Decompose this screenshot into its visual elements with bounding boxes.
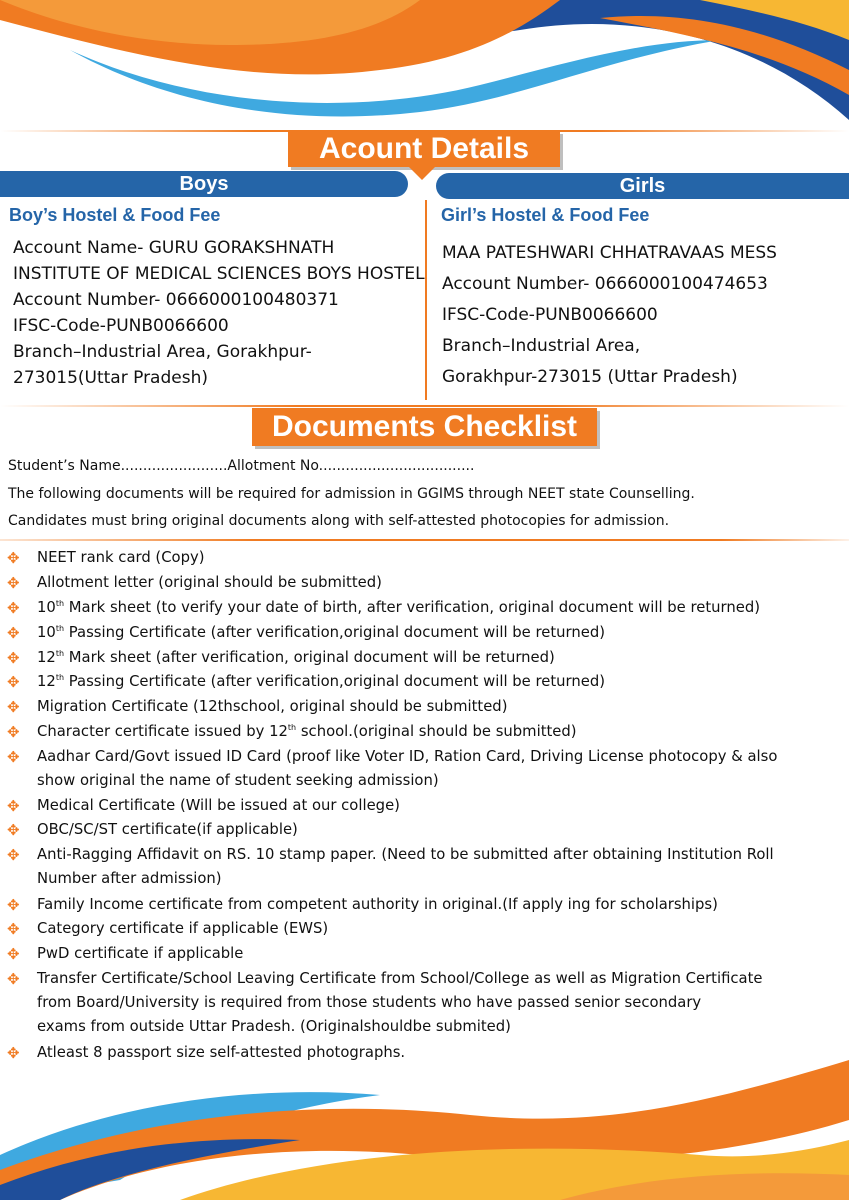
bottom-wave-decoration xyxy=(0,1060,849,1200)
boys-account-name-cont: INSTITUTE OF MEDICAL SCIENCES BOYS HOSTEL xyxy=(13,264,425,284)
checklist-item-line xyxy=(37,794,837,818)
checklist-item-line: exams from outside Uttar Pradesh. (Originalshouldbe submited) xyxy=(37,1018,511,1035)
checklist-item-line xyxy=(37,695,837,719)
checklist-item-text xyxy=(37,893,837,917)
bullet-icon: ✥ xyxy=(7,723,20,741)
item-text-main: Character certificate issued by 12 xyxy=(37,723,288,740)
checklist-item-line: Number after admission) xyxy=(37,870,222,887)
documents-checklist-title: Documents Checklist xyxy=(252,408,597,446)
student-name-line: Student’s Name........................Allotment No................................... xyxy=(8,458,475,474)
checklist-item-line xyxy=(37,546,837,570)
checklist-item-line xyxy=(37,745,837,769)
checklist-item-line xyxy=(37,571,837,595)
girls-account-number: Account Number- 0666000100474653 xyxy=(442,274,768,294)
girls-branch-cont: Gorakhpur-273015 (Uttar Pradesh) xyxy=(442,367,738,387)
bullet-icon: ✥ xyxy=(7,574,20,592)
item-text-main: Family Income certificate from competent authority in original.(If apply ing for scholarships) xyxy=(37,896,718,913)
item-text-rest: Mark sheet (after verification, original document will be returned) xyxy=(64,649,555,666)
bullet-icon: ✥ xyxy=(7,970,20,988)
checklist-item-text xyxy=(37,967,837,1039)
girls-heading: Girl’s Hostel & Food Fee xyxy=(441,205,650,225)
boys-account-number: Account Number- 0666000100480371 xyxy=(13,290,339,310)
account-banner-pointer xyxy=(408,166,436,180)
item-text-main: 10 xyxy=(37,624,56,641)
boys-ifsc: IFSC-Code-PUNB0066600 xyxy=(13,316,229,336)
bullet-icon: ✥ xyxy=(7,846,20,864)
checklist-item-line xyxy=(37,942,837,966)
girls-ifsc: IFSC-Code-PUNB0066600 xyxy=(442,305,658,325)
top-wave-decoration xyxy=(0,0,849,140)
checklist-item-text xyxy=(37,546,837,570)
item-text-main: 12 xyxy=(37,649,56,666)
bullet-icon: ✥ xyxy=(7,624,20,642)
bullet-icon: ✥ xyxy=(7,549,20,567)
bullet-icon: ✥ xyxy=(7,896,20,914)
bullet-icon: ✥ xyxy=(7,821,20,839)
checklist-item-text xyxy=(37,596,837,620)
item-text-main: Anti-Ragging Affidavit on RS. 10 stamp paper. (Need to be submitted after obtaining Institution Roll xyxy=(37,846,774,863)
item-text-rest: Passing Certificate (after verification,original document will be returned) xyxy=(64,624,605,641)
documents-rule xyxy=(0,405,849,407)
boys-tab: Boys xyxy=(0,171,408,197)
checklist-item-text xyxy=(37,794,837,818)
bullet-icon: ✥ xyxy=(7,673,20,691)
item-text-main: Allotment letter (original should be submitted) xyxy=(37,574,382,591)
boys-branch-cont: 273015(Uttar Pradesh) xyxy=(13,368,208,388)
bullet-icon: ✥ xyxy=(7,698,20,716)
ordinal-suffix: th xyxy=(287,723,297,733)
boys-branch: Branch–Industrial Area, Gorakhpur- xyxy=(13,342,312,362)
bullet-icon: ✥ xyxy=(7,748,20,766)
item-text-main: PwD certificate if applicable xyxy=(37,945,244,962)
item-text-main: 10 xyxy=(37,599,56,616)
checklist-item-line xyxy=(37,621,837,645)
item-text-main: Migration Certificate (12thschool, original should be submitted) xyxy=(37,698,508,715)
checklist-item-text xyxy=(37,843,837,891)
checklist-item-text xyxy=(37,670,837,694)
boys-heading: Boy’s Hostel & Food Fee xyxy=(9,205,221,225)
checklist-item-line xyxy=(37,670,837,694)
item-text-rest: Mark sheet (to verify your date of birth, after verification, original document will be returned) xyxy=(64,599,760,616)
checklist-item-text xyxy=(37,745,837,793)
bullet-icon: ✥ xyxy=(7,649,20,667)
item-text-main: OBC/SC/ST certificate(if applicable) xyxy=(37,821,298,838)
intro-line-2: Candidates must bring original documents along with self-attested photocopies for admission. xyxy=(8,513,670,529)
bullet-icon: ✥ xyxy=(7,920,20,938)
intro-rule xyxy=(0,539,849,541)
checklist-item-text xyxy=(37,646,837,670)
checklist-item-line xyxy=(37,843,837,867)
item-text-main: Aadhar Card/Govt issued ID Card (proof like Voter ID, Ration Card, Driving License photocopy & also xyxy=(37,748,778,765)
checklist-item-text xyxy=(37,571,837,595)
item-text-rest: school.(original should be submitted) xyxy=(296,723,577,740)
ordinal-suffix: th xyxy=(55,673,65,683)
bullet-icon: ✥ xyxy=(7,797,20,815)
checklist-item-line: show original the name of student seeking admission) xyxy=(37,772,439,789)
checklist-item-text xyxy=(37,695,837,719)
checklist-item-text xyxy=(37,720,837,744)
item-text-main: NEET rank card (Copy) xyxy=(37,549,205,566)
checklist-item-line xyxy=(37,967,837,991)
item-text-main: 12 xyxy=(37,673,56,690)
girls-account-name: MAA PATESHWARI CHHATRAVAAS MESS xyxy=(442,243,777,263)
checklist-item-text xyxy=(37,942,837,966)
checklist-item-line xyxy=(37,818,837,842)
boys-account-name: Account Name- GURU GORAKSHNATH xyxy=(13,238,335,258)
bullet-icon: ✥ xyxy=(7,1044,20,1062)
item-text-main: Atleast 8 passport size self-attested photographs. xyxy=(37,1044,406,1061)
checklist-item-line: from Board/University is required from those students who have passed senior secondary xyxy=(37,994,702,1011)
ordinal-suffix: th xyxy=(55,649,65,659)
item-text-rest: Passing Certificate (after verification,original document will be returned) xyxy=(64,673,605,690)
intro-line-1: The following documents will be required for admission in GGIMS through NEET state Counselling. xyxy=(8,486,695,502)
ordinal-suffix: th xyxy=(55,599,65,609)
checklist-item-line xyxy=(37,646,837,670)
ordinal-suffix: th xyxy=(55,624,65,634)
girls-branch: Branch–Industrial Area, xyxy=(442,336,641,356)
checklist-item-line xyxy=(37,917,837,941)
bullet-icon: ✥ xyxy=(7,599,20,617)
account-details-title: Acount Details xyxy=(288,131,560,167)
checklist-item-line xyxy=(37,720,837,744)
checklist-item-line xyxy=(37,596,837,620)
bullet-icon: ✥ xyxy=(7,945,20,963)
item-text-main: Medical Certificate (Will be issued at our college) xyxy=(37,797,400,814)
item-text-main: Category certificate if applicable (EWS) xyxy=(37,920,329,937)
checklist-item-line xyxy=(37,893,837,917)
checklist-item-text xyxy=(37,917,837,941)
checklist-item-text xyxy=(37,818,837,842)
column-divider xyxy=(425,200,427,400)
item-text-main: Transfer Certificate/School Leaving Certificate from School/College as well as Migration Certificate xyxy=(37,970,763,987)
checklist-item-text xyxy=(37,621,837,645)
girls-tab: Girls xyxy=(436,173,849,199)
